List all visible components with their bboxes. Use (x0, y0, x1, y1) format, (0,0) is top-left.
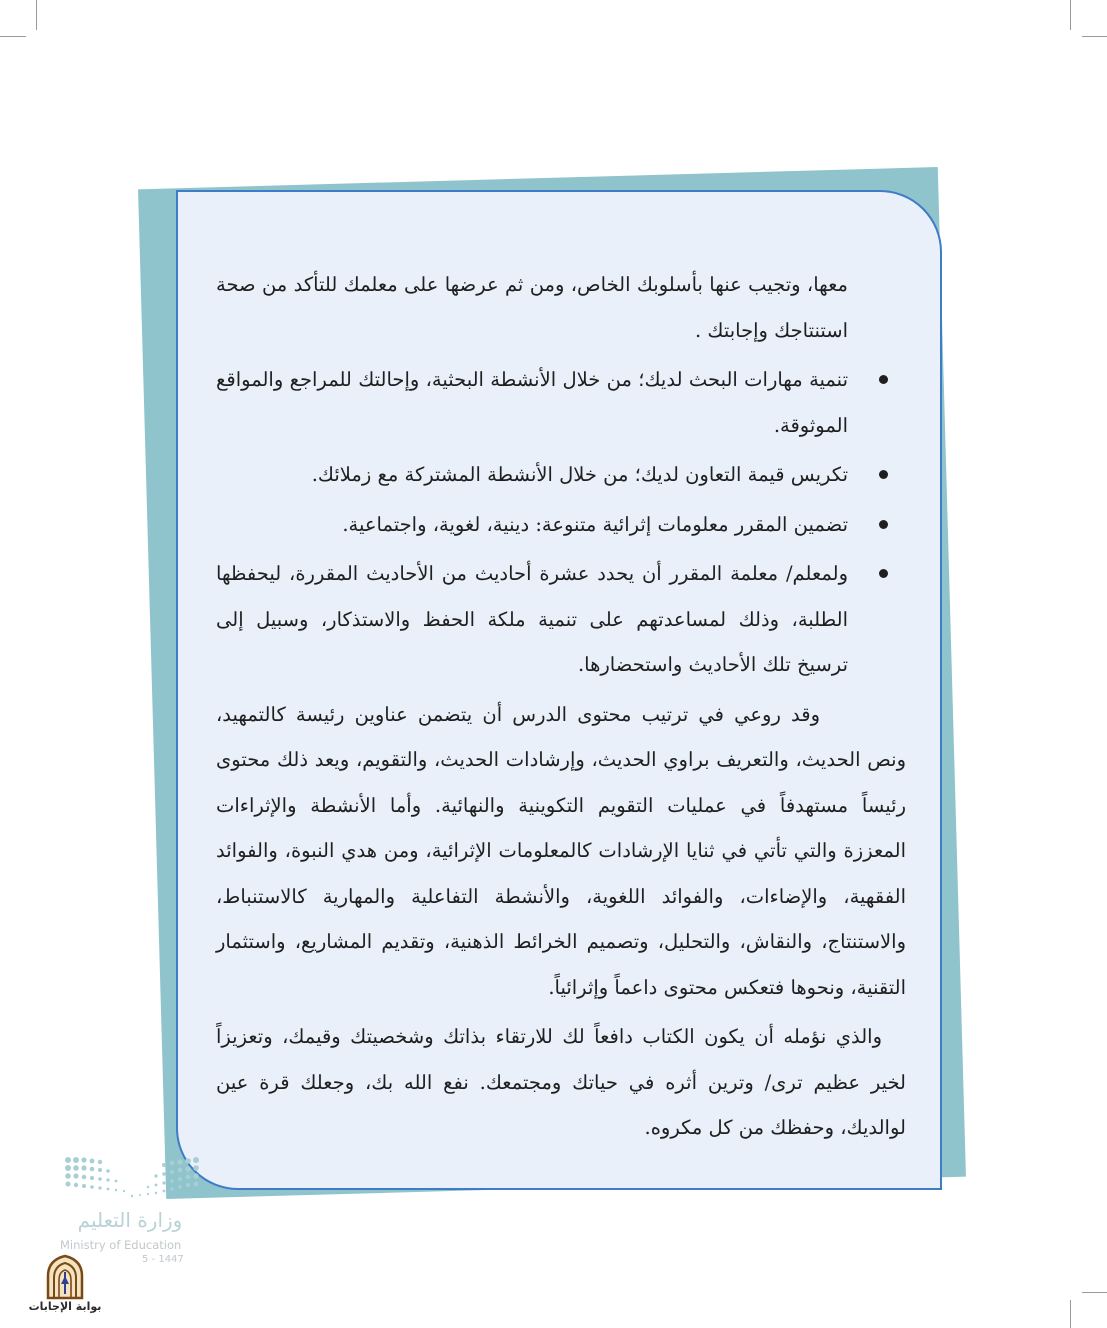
list-item (216, 452, 848, 498)
intro-paragraph: معها، وتجيب عنها بأسلوبك الخاص، ومن ثم عرضها على معلمك للتأكد من صحة استنتاجك وإجابتك . (216, 273, 848, 342)
ministry-dots-icon (62, 1154, 202, 1200)
answers-portal-watermark (28, 1254, 102, 1324)
bullet-text: تضمين المقرر معلومات إثرائية متنوعة: دينية، لغوية، واجتماعية. (342, 512, 848, 536)
bullet-dot-icon (879, 470, 888, 479)
page-content (216, 262, 906, 1151)
structure-paragraph: وقد روعي في ترتيب محتوى الدرس أن يتضمن عناوين رئيسة كالتمهيد، ونص الحديث، والتعريف براوي الحديث، وإرشادات الحديث، والتقويم، ويعد ذلك محتوى رئيساً مستهدفاً في عمليات التقويم التكوينية والنهائية. وأما الأنشطة والإثراءات المعززة والتي تأتي في ثنايا الإرشادات كالمعلومات الإثرائية، ومن هدي النبوة، والفوائد الفقهية، والإضاءات، والفوائد اللغوية، والأنشطة التفاعلية والمهارية كالاستنباط، والاستنتاج، والنقاش، والتحليل، وتصميم الخرائط الذهنية، وتقديم المشاريع، واستثمار التقنية، ونحوها فتعكس محتوى داعماً وإثرائياً. (216, 702, 906, 999)
crop-mark-top-right-vertical (1070, 0, 1071, 30)
crop-mark-top-right-horizontal (1082, 36, 1107, 37)
crop-mark-top-left-horizontal (0, 36, 26, 37)
book-dome-icon (44, 1254, 86, 1300)
ministry-logo (58, 1150, 208, 1270)
crop-mark-bottom-right-horizontal (1082, 1292, 1107, 1293)
list-item (216, 551, 848, 688)
bullet-dot-icon (879, 375, 888, 384)
answers-portal-label: بوابة الإجابات (28, 1300, 102, 1313)
ministry-arabic-name: وزارة التعليم (77, 1208, 183, 1232)
list-item (216, 357, 848, 448)
bullet-list (216, 357, 906, 688)
list-item (216, 502, 848, 548)
bullet-text: ولمعلم/ معلمة المقرر أن يحدد عشرة أحاديث من الأحاديث المقررة، ليحفظها الطلبة، وذلك لمساعدتهم على تنمية ملكة الحفظ والاستذكار، وسبيل إلى ترسيخ تلك الأحاديث واستحضارها. (216, 562, 848, 676)
bullet-text: تكريس قيمة التعاون لديك؛ من خلال الأنشطة المشتركة مع زملائك. (311, 463, 848, 486)
ministry-english-name: Ministry of Education (60, 1238, 182, 1252)
crop-mark-bottom-right-vertical (1070, 1300, 1071, 1328)
bullet-text: تنمية مهارات البحث لديك؛ من خلال الأنشطة البحثية، وإحالتك للمراجع والمواقع الموثوقة. (216, 368, 848, 437)
crop-mark-top-left-vertical (36, 0, 37, 30)
bullet-dot-icon (879, 569, 888, 578)
ministry-year: 5 - 1447 (142, 1254, 184, 1265)
bullet-dot-icon (879, 520, 888, 529)
closing-paragraph: والذي نؤمله أن يكون الكتاب دافعاً لك للارتقاء بذاتك وشخصيتك وقيمك، وتعزيزاً لخير عظيم ترى/ وترين أثره في حياتك ومجتمعك. نفع الله بك، وجعلك قرة عين لوالديك، وحفظك من كل مكروه. (216, 1025, 906, 1139)
